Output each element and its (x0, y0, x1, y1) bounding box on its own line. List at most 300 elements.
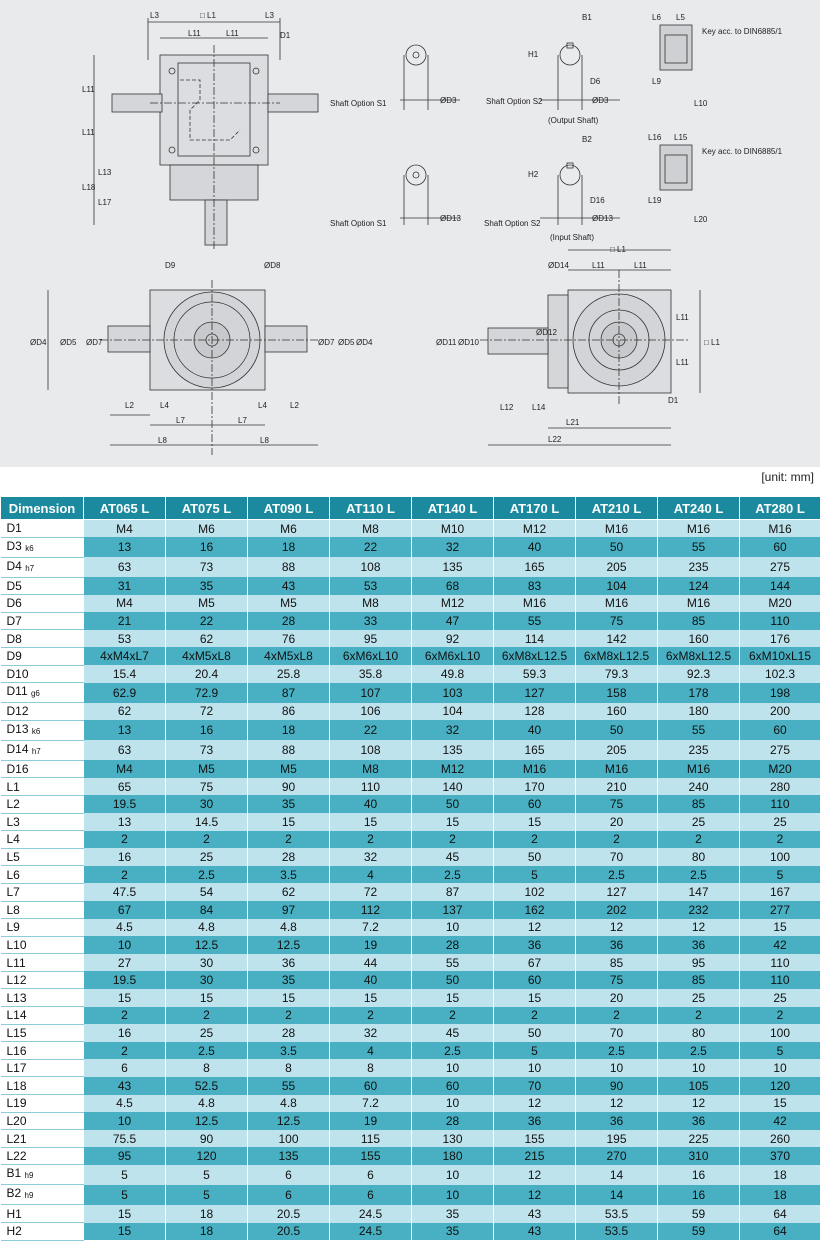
table-row (1, 1042, 820, 1060)
value-cell: 45 (412, 848, 494, 866)
value-cell: 70 (576, 848, 658, 866)
value-cell: 32 (412, 537, 494, 557)
value-cell: 180 (412, 1147, 494, 1165)
drawing-svg (0, 0, 820, 467)
svg-text:L12: L12 (500, 403, 514, 412)
shaft-options (400, 25, 692, 225)
value-cell: 76 (248, 630, 330, 648)
value-cell: 2 (84, 1007, 166, 1025)
value-cell: 124 (658, 577, 740, 595)
value-cell: 79.3 (576, 665, 658, 683)
value-cell: 200 (740, 703, 820, 721)
value-cell: 10 (84, 936, 166, 954)
value-cell: 2 (576, 831, 658, 849)
dimension-cell: L14 (1, 1007, 84, 1025)
svg-text:L14: L14 (532, 403, 546, 412)
table-row (1, 1185, 820, 1205)
value-cell: 20 (576, 989, 658, 1007)
value-cell: 260 (740, 1130, 820, 1148)
dimension-cell: D8 (1, 630, 84, 648)
dimension-cell: L16 (1, 1042, 84, 1060)
value-cell: 225 (658, 1130, 740, 1148)
svg-text:L13: L13 (98, 168, 112, 177)
svg-text:ØD7: ØD7 (86, 338, 103, 347)
dimension-cell: H1 (1, 1205, 84, 1223)
value-cell: 128 (494, 703, 576, 721)
value-cell: 275 (740, 740, 820, 760)
dimension-cell: L18 (1, 1077, 84, 1095)
svg-text:ØD5: ØD5 (60, 338, 77, 347)
dimension-cell: L19 (1, 1095, 84, 1113)
value-cell: 19.5 (84, 971, 166, 989)
value-cell: 24.5 (330, 1223, 412, 1241)
svg-text:B1: B1 (582, 13, 592, 22)
svg-text:ØD3: ØD3 (592, 96, 609, 105)
svg-text:B2: B2 (582, 135, 592, 144)
value-cell: 2.5 (166, 866, 248, 884)
table-row (1, 612, 820, 630)
value-cell: 2 (166, 1007, 248, 1025)
value-cell: 6xM8xL12.5 (658, 647, 740, 665)
value-cell: 10 (412, 919, 494, 937)
dimension-cell: L4 (1, 831, 84, 849)
value-cell: 110 (740, 971, 820, 989)
svg-text:ØD11: ØD11 (436, 338, 457, 347)
value-cell: 6 (248, 1165, 330, 1185)
dimension-cell: D1 (1, 520, 84, 538)
table-row (1, 647, 820, 665)
value-cell: 36 (658, 936, 740, 954)
value-cell: 5 (494, 1042, 576, 1060)
value-cell: 55 (412, 954, 494, 972)
svg-text:L11: L11 (226, 29, 239, 38)
value-cell: 72.9 (166, 683, 248, 703)
value-cell: 2 (84, 1042, 166, 1060)
value-cell: 80 (658, 848, 740, 866)
value-cell: 64 (740, 1205, 820, 1223)
value-cell: 67 (494, 954, 576, 972)
value-cell: 25 (166, 848, 248, 866)
dimension-table (0, 496, 820, 1241)
value-cell: 108 (330, 740, 412, 760)
value-cell: 87 (248, 683, 330, 703)
value-cell: 35 (412, 1205, 494, 1223)
value-cell: 18 (166, 1223, 248, 1241)
value-cell: 155 (494, 1130, 576, 1148)
table-row (1, 1024, 820, 1042)
header-model: AT090 L (248, 497, 330, 520)
value-cell: 2 (576, 1007, 658, 1025)
value-cell: 162 (494, 901, 576, 919)
value-cell: 10 (412, 1059, 494, 1077)
value-cell: 95 (658, 954, 740, 972)
value-cell: M16 (576, 595, 658, 613)
value-cell: 86 (248, 703, 330, 721)
value-cell: M5 (166, 595, 248, 613)
svg-text:ØD10: ØD10 (458, 338, 479, 347)
value-cell: 8 (166, 1059, 248, 1077)
value-cell: 10 (412, 1165, 494, 1185)
value-cell: 35.8 (330, 665, 412, 683)
value-cell: 20.5 (248, 1223, 330, 1241)
value-cell: 3.5 (248, 866, 330, 884)
value-cell: 60 (494, 795, 576, 813)
value-cell: 12.5 (248, 1112, 330, 1130)
value-cell: M16 (740, 520, 820, 538)
dimension-cell: L20 (1, 1112, 84, 1130)
value-cell: 59 (658, 1223, 740, 1241)
value-cell: 65 (84, 778, 166, 796)
value-cell: 55 (658, 537, 740, 557)
value-cell: 35 (248, 795, 330, 813)
value-cell: 110 (740, 612, 820, 630)
table-row (1, 831, 820, 849)
svg-text:L4: L4 (258, 401, 267, 410)
value-cell: M5 (166, 760, 248, 778)
value-cell: 28 (412, 1112, 494, 1130)
dimension-cell: L7 (1, 883, 84, 901)
table-row (1, 971, 820, 989)
value-cell: 2 (330, 831, 412, 849)
table-row (1, 557, 820, 577)
value-cell: 70 (576, 1024, 658, 1042)
value-cell: 62 (248, 883, 330, 901)
value-cell: 47 (412, 612, 494, 630)
value-cell: 28 (248, 848, 330, 866)
value-cell: 20.5 (248, 1205, 330, 1223)
value-cell: 4.8 (166, 919, 248, 937)
dimension-cell: D10 (1, 665, 84, 683)
value-cell: 112 (330, 901, 412, 919)
svg-text:H1: H1 (528, 50, 539, 59)
value-cell: 10 (412, 1185, 494, 1205)
value-cell: 15 (740, 919, 820, 937)
value-cell: 235 (658, 740, 740, 760)
value-cell: 2 (248, 1007, 330, 1025)
value-cell: 2 (84, 866, 166, 884)
value-cell: 10 (658, 1059, 740, 1077)
value-cell: 22 (330, 537, 412, 557)
value-cell: 178 (658, 683, 740, 703)
value-cell: M16 (658, 760, 740, 778)
table-row (1, 954, 820, 972)
value-cell: 63 (84, 557, 166, 577)
value-cell: 6xM10xL15 (740, 647, 820, 665)
svg-text:L9: L9 (652, 77, 661, 86)
value-cell: 73 (166, 557, 248, 577)
value-cell: 10 (412, 1095, 494, 1113)
svg-text:□ L1: □ L1 (610, 245, 627, 254)
value-cell: 114 (494, 630, 576, 648)
value-cell: 16 (658, 1165, 740, 1185)
value-cell: 5 (84, 1185, 166, 1205)
value-cell: 59.3 (494, 665, 576, 683)
value-cell: 72 (166, 703, 248, 721)
value-cell: 2.5 (658, 866, 740, 884)
value-cell: 28 (248, 1024, 330, 1042)
value-cell: 2 (166, 831, 248, 849)
dimension-cell: D9 (1, 647, 84, 665)
table-row (1, 778, 820, 796)
value-cell: 36 (576, 1112, 658, 1130)
svg-text:ØD8: ØD8 (264, 261, 281, 270)
value-cell: 43 (84, 1077, 166, 1095)
value-cell: 2 (740, 1007, 820, 1025)
value-cell: 105 (658, 1077, 740, 1095)
value-cell: 92.3 (658, 665, 740, 683)
value-cell: 97 (248, 901, 330, 919)
value-cell: M8 (330, 760, 412, 778)
unit-label: [unit: mm] (761, 470, 814, 484)
value-cell: 36 (494, 936, 576, 954)
value-cell: 35 (412, 1223, 494, 1241)
value-cell: M20 (740, 760, 820, 778)
value-cell: 176 (740, 630, 820, 648)
value-cell: 107 (330, 683, 412, 703)
value-cell: 44 (330, 954, 412, 972)
value-cell: 43 (494, 1205, 576, 1223)
value-cell: 100 (740, 1024, 820, 1042)
value-cell: 10 (576, 1059, 658, 1077)
value-cell: 25 (740, 813, 820, 831)
value-cell: 21 (84, 612, 166, 630)
value-cell: 135 (412, 557, 494, 577)
header-model: AT280 L (740, 497, 820, 520)
table-row (1, 595, 820, 613)
value-cell: 19 (330, 1112, 412, 1130)
svg-text:L7: L7 (176, 416, 185, 425)
value-cell: 30 (166, 954, 248, 972)
table-row (1, 1059, 820, 1077)
svg-text:L21: L21 (566, 418, 580, 427)
value-cell: 15 (166, 989, 248, 1007)
value-cell: 142 (576, 630, 658, 648)
value-cell: 165 (494, 740, 576, 760)
table-row (1, 936, 820, 954)
value-cell: 25 (166, 1024, 248, 1042)
value-cell: 60 (494, 971, 576, 989)
value-cell: 4xM5xL8 (166, 647, 248, 665)
dimension-cell: L17 (1, 1059, 84, 1077)
value-cell: 2.5 (166, 1042, 248, 1060)
side-view-input (480, 250, 700, 445)
value-cell: 2 (330, 1007, 412, 1025)
value-cell: 170 (494, 778, 576, 796)
header-model: AT210 L (576, 497, 658, 520)
value-cell: 14 (576, 1165, 658, 1185)
value-cell: 15 (494, 813, 576, 831)
value-cell: 90 (248, 778, 330, 796)
svg-text:L4: L4 (160, 401, 169, 410)
header-model: AT075 L (166, 497, 248, 520)
value-cell: 75 (576, 612, 658, 630)
svg-text:L11: L11 (82, 85, 95, 94)
header-model: AT240 L (658, 497, 740, 520)
svg-text:L11: L11 (676, 358, 689, 367)
svg-text:□ L1: □ L1 (704, 338, 721, 347)
value-cell: 80 (658, 1024, 740, 1042)
value-cell: 75.5 (84, 1130, 166, 1148)
value-cell: 135 (248, 1147, 330, 1165)
value-cell: 50 (494, 1024, 576, 1042)
value-cell: 147 (658, 883, 740, 901)
table-header-row (1, 497, 820, 520)
svg-text:D16: D16 (590, 196, 605, 205)
svg-text:L8: L8 (158, 436, 167, 445)
value-cell: 73 (166, 740, 248, 760)
value-cell: 12 (658, 1095, 740, 1113)
value-cell: M5 (248, 595, 330, 613)
value-cell: 12 (658, 919, 740, 937)
svg-text:L10: L10 (694, 99, 708, 108)
value-cell: 4.8 (248, 919, 330, 937)
value-cell: 50 (494, 848, 576, 866)
value-cell: 140 (412, 778, 494, 796)
value-cell: 19 (330, 936, 412, 954)
svg-text:L22: L22 (548, 435, 562, 444)
table-row (1, 883, 820, 901)
value-cell: 19.5 (84, 795, 166, 813)
value-cell: 50 (412, 795, 494, 813)
value-cell: 43 (248, 577, 330, 595)
table-row (1, 813, 820, 831)
value-cell: 4xM4xL7 (84, 647, 166, 665)
value-cell: 5 (494, 866, 576, 884)
table-row (1, 1095, 820, 1113)
value-cell: 53.5 (576, 1205, 658, 1223)
value-cell: 27 (84, 954, 166, 972)
value-cell: 137 (412, 901, 494, 919)
table-row (1, 795, 820, 813)
value-cell: M20 (740, 595, 820, 613)
value-cell: 35 (166, 577, 248, 595)
dimension-cell: D12 (1, 703, 84, 721)
value-cell: 36 (248, 954, 330, 972)
value-cell: 16 (84, 848, 166, 866)
dimension-cell: L12 (1, 971, 84, 989)
dimension-cell: D7 (1, 612, 84, 630)
value-cell: 2 (412, 831, 494, 849)
value-cell: 135 (412, 740, 494, 760)
value-cell: 85 (658, 971, 740, 989)
value-cell: 55 (658, 720, 740, 740)
value-cell: M16 (658, 595, 740, 613)
table-row (1, 683, 820, 703)
value-cell: 70 (494, 1077, 576, 1095)
value-cell: 53.5 (576, 1223, 658, 1241)
value-cell: 110 (330, 778, 412, 796)
value-cell: 6 (330, 1165, 412, 1185)
value-cell: 28 (248, 612, 330, 630)
value-cell: 12.5 (248, 936, 330, 954)
value-cell: 45 (412, 1024, 494, 1042)
value-cell: 120 (740, 1077, 820, 1095)
dimension-cell: D3 $_{k6}$ (1, 537, 84, 557)
dimension-cell: L11 (1, 954, 84, 972)
svg-text:L3: L3 (265, 11, 274, 20)
value-cell: 115 (330, 1130, 412, 1148)
header-model: AT065 L (84, 497, 166, 520)
value-cell: M12 (494, 520, 576, 538)
value-cell: 63 (84, 740, 166, 760)
value-cell: 13 (84, 813, 166, 831)
value-cell: 25 (658, 813, 740, 831)
value-cell: 53 (330, 577, 412, 595)
svg-text:(Input Shaft): (Input Shaft) (550, 233, 594, 242)
value-cell: 67 (84, 901, 166, 919)
value-cell: 202 (576, 901, 658, 919)
svg-text:Key acc. to DIN6885/1: Key acc. to DIN6885/1 (702, 27, 783, 36)
value-cell: 90 (166, 1130, 248, 1148)
svg-text:L5: L5 (676, 13, 685, 22)
svg-text:D1: D1 (668, 396, 679, 405)
top-view-gearbox (94, 18, 318, 250)
value-cell: 6 (330, 1185, 412, 1205)
header-model: AT140 L (412, 497, 494, 520)
value-cell: 4 (330, 866, 412, 884)
value-cell: 16 (166, 720, 248, 740)
value-cell: 144 (740, 577, 820, 595)
technical-drawing (0, 0, 820, 467)
value-cell: 40 (330, 971, 412, 989)
value-cell: 15 (740, 1095, 820, 1113)
value-cell: 310 (658, 1147, 740, 1165)
value-cell: 59 (658, 1205, 740, 1223)
header-model: AT110 L (330, 497, 412, 520)
svg-text:L15: L15 (674, 133, 688, 142)
svg-text:ØD13: ØD13 (592, 214, 613, 223)
value-cell: 12 (494, 919, 576, 937)
value-cell: 12.5 (166, 1112, 248, 1130)
value-cell: 5 (84, 1165, 166, 1185)
value-cell: 7.2 (330, 919, 412, 937)
value-cell: 215 (494, 1147, 576, 1165)
value-cell: 2 (494, 1007, 576, 1025)
value-cell: 33 (330, 612, 412, 630)
value-cell: 22 (166, 612, 248, 630)
svg-text:L11: L11 (676, 313, 689, 322)
value-cell: 155 (330, 1147, 412, 1165)
value-cell: 102.3 (740, 665, 820, 683)
svg-text:L8: L8 (260, 436, 269, 445)
table-row (1, 665, 820, 683)
value-cell: 6 (248, 1185, 330, 1205)
svg-text:Shaft Option S2: Shaft Option S2 (486, 97, 543, 106)
svg-text:L17: L17 (98, 198, 112, 207)
value-cell: 28 (412, 936, 494, 954)
svg-text:Shaft Option S1: Shaft Option S1 (330, 219, 387, 228)
value-cell: 270 (576, 1147, 658, 1165)
dimension-cell: D16 (1, 760, 84, 778)
value-cell: 32 (412, 720, 494, 740)
value-cell: 6xM6xL10 (330, 647, 412, 665)
svg-text:ØD5: ØD5 (338, 338, 355, 347)
value-cell: 84 (166, 901, 248, 919)
value-cell: 4.5 (84, 1095, 166, 1113)
value-cell: 30 (166, 795, 248, 813)
value-cell: 15.4 (84, 665, 166, 683)
svg-text:L2: L2 (290, 401, 299, 410)
value-cell: 4.8 (166, 1095, 248, 1113)
value-cell: 42 (740, 936, 820, 954)
value-cell: 10 (84, 1112, 166, 1130)
value-cell: 43 (494, 1223, 576, 1241)
value-cell: 8 (248, 1059, 330, 1077)
svg-text:ØD7: ØD7 (318, 338, 335, 347)
svg-text:Shaft Option S1: Shaft Option S1 (330, 99, 387, 108)
value-cell: 62 (166, 630, 248, 648)
value-cell: 47.5 (84, 883, 166, 901)
